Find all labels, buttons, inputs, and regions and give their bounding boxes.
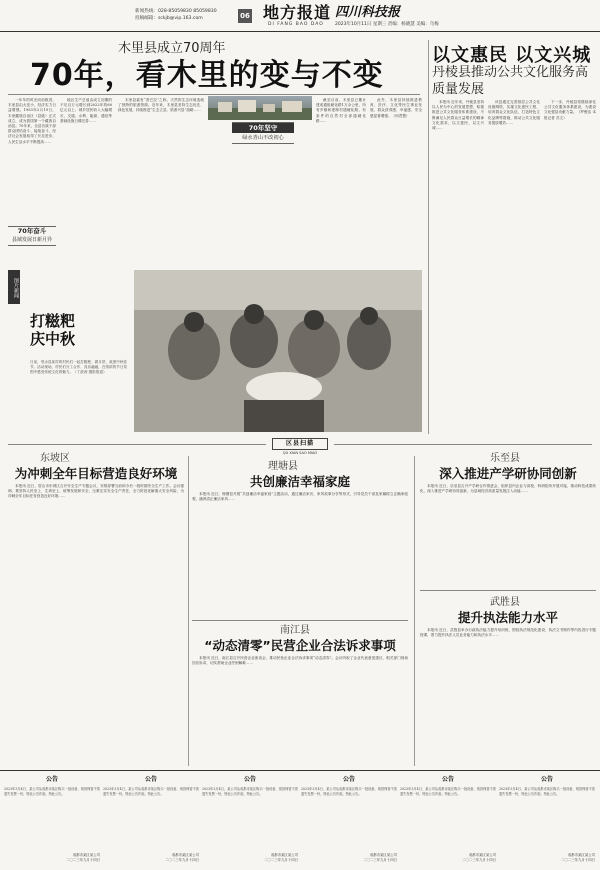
notice-1 [4, 776, 100, 866]
masthead [0, 0, 600, 32]
notice-body: 2023年3月4日，某公司从成都市某区购买一批设备，现因保管不善遗失发票一份，特此公告作废。特此公告。 [202, 787, 298, 796]
notice-3 [202, 776, 298, 866]
paper-logo: 四川科技报 [335, 5, 401, 20]
issue-info: 2023年10月11日 星期三 责编：杨晓慧 美编：乌梅 [335, 22, 439, 27]
body-litang: 本报讯 近日，理塘县开展“共创廉洁幸福家庭”主题活动，通过廉洁家访、家风故事分享等形式，引导党员干部及家属树立正确家庭观，涵养清正廉洁家风…… [192, 492, 408, 502]
notice-4 [301, 776, 397, 866]
title-nanjiang: “动态清零”民营企业合法诉求事项 [204, 638, 396, 653]
notice-footer: 成都市某区某公司 二〇二三年九月十四日 [561, 853, 595, 862]
title-lezhi: 深入推进产学研协同创新 [439, 466, 577, 481]
notice-body: 2023年3月4日，某公司从成都市某区购买一批设备，现因保管不善遗失发票一份，特此公告作废。特此公告。 [103, 787, 199, 796]
lede-subtitle: 木里县成立70周年 [118, 41, 226, 56]
town-photo-illustration [208, 96, 312, 120]
box-70-years-struggle: 70年奋斗 县域发展日新月异 [8, 226, 56, 246]
notice-footer: 成都市某区某公司 二〇二三年九月十四日 [264, 853, 298, 862]
notice-body: 2023年3月4日，某公司从成都市某区购买一批设备，现因保管不善遗失发票一份，特此公告作废。特此公告。 [400, 787, 496, 796]
email: 投稿邮箱：sckjb@vip.163.com [135, 16, 203, 21]
section-title: 地方报道 [263, 3, 332, 22]
lede-title: 70年，看木里的变与不变 [30, 58, 384, 93]
hotline: 新闻热线：028-85059830 85059830 [135, 9, 217, 14]
lede-column-1: 一年年的时光向前推进，木里县由大变小，经济实力日益增强。1953年2月19日，木里藏族自治区（县级）正式成立，成为我国第一个藏族自治县。70年来，全县各族干部群众团结奋斗、接续奋斗，经济社会发展取得了长足进步，人民生活水平不断提高…… [8, 98, 56, 144]
notice-title: 公告 [243, 776, 256, 783]
photo-feature-title: 打糍粑 庆中秋 [30, 312, 76, 348]
lede-column-5: 此外，木里县持续推进教育、医疗、文化等民生事业发展，群众获得感、幸福感、安全感显著增强。（何君慧） [370, 98, 422, 118]
box-70-years-persistence: 70年坚守 绿水青山不改初心 [232, 122, 294, 144]
notice-footer: 成都市某区某公司 二〇二三年九月十四日 [66, 853, 100, 862]
body-dongpo: 本报讯 近日，眉山市东坡区召开安全生产专题会议，安排部署当前和今后一段时期安全生产工作。会议强调，要坚持人民至上、生命至上，统筹发展和安全，压紧压实安全生产责任，全力防范化解重大安全风险，为冲刺全年目标任务营造良好环境…… [8, 484, 184, 499]
divider [420, 590, 596, 591]
divider [428, 40, 429, 434]
notice-title: 公告 [441, 776, 454, 783]
photo-making-ciba [134, 270, 422, 432]
notice-footer: 成都市某区某公司 二〇二三年九月十四日 [363, 853, 397, 862]
notice-2 [103, 776, 199, 866]
photo-feature-caption: 日前，邻水县某村的村民们一起打糍粑、做月饼，欢度中秋佳节。活动现场，村民们分工合作、其乐融融，在浓浓的节日氛围中感受传统文化的魅力。（丁波涛 摄影报道） [30, 360, 128, 374]
notice-title: 公告 [342, 776, 355, 783]
notice-footer: 成都市某区某公司 二〇二三年九月十四日 [165, 853, 199, 862]
region-lezhi: 乐至县 [490, 453, 520, 464]
body-nanjiang: 本报讯 近日，南江县召开民营企业座谈会，推动民营企业合法诉求事项“动态清零”。会议听取了企业代表意见建议，相关部门现场回应诉求，切实帮助企业纾困解难…… [192, 656, 408, 666]
feature-column-2: 该县通过完善基层公共文化设施网络，实施文化惠民工程，培育群众文化队伍，打造特色文化品牌等措施，推动公共文化服务提质增效…… [488, 100, 540, 125]
region-nanjiang: 南江县 [280, 625, 310, 636]
notice-body: 2023年3月4日，某公司从成都市某区购买一批设备，现因保管不善遗失发票一份，特此公告作废。特此公告。 [301, 787, 397, 796]
notice-title: 公告 [45, 776, 58, 783]
section-pinyin: DI FANG BAO DAO [268, 22, 324, 27]
lede-photo [208, 96, 312, 120]
region-litang: 理塘县 [268, 461, 298, 472]
band-label: 区县扫描 [272, 438, 328, 450]
masthead-contact [135, 8, 217, 22]
divider [8, 444, 266, 445]
divider [188, 456, 189, 766]
feature-title: 以文惠民 以文兴城 [432, 45, 592, 66]
feature-subtitle: 丹棱县推动公共文化服务高质量发展 [432, 65, 589, 97]
title-dongpo: 为冲刺全年目标营造良好环境 [14, 466, 178, 481]
divider [414, 456, 415, 766]
notice-5 [400, 776, 496, 866]
region-wusheng: 武胜县 [490, 597, 520, 608]
notice-body: 2023年3月4日，某公司从成都市某区购买一批设备，现因保管不善遗失发票一份，特此公告作废。特此公告。 [4, 787, 100, 796]
feature-column-3: 下一步，丹棱县将继续深化公共文化服务体系建设，为建设文化强县贡献力量。（罗俊洁 本报记者 苏文） [544, 100, 596, 120]
notice-title: 公告 [540, 776, 553, 783]
region-dongpo: 东坡区 [40, 453, 70, 464]
divider [8, 94, 420, 95]
lede-column-3: 木里县素有“香巴拉”之称，天然的生态环境造就了独特的旅游资源。近年来，木里县坚持生态优先、绿色发展，持续推进“生态立县、旅游兴县”战略…… [118, 98, 204, 113]
title-litang: 共创廉洁幸福家庭 [249, 474, 350, 489]
band-pinyin: QU XIAN SAO MIAO [282, 451, 318, 455]
villagers-making-ciba-illustration [134, 270, 422, 432]
lede-column-2: 地区生产总值由成立初期的不足百万元增长到2022年的60亿元以上；城乡居民收入大幅增长，交通、水利、能源、通信等基础设施日臻完善…… [60, 98, 112, 123]
notice-body: 2023年3月4日，某公司从成都市某区购买一批设备，现因保管不善遗失发票一份，特此公告作废。特此公告。 [499, 787, 595, 796]
divider [192, 620, 408, 621]
notice-6 [499, 776, 595, 866]
feature-column-1: 本报讯 近年来，丹棱县坚持以人民为中心的发展思想，积极推进公共文化服务体系建设，不断满足人民群众日益增长的精神文化需求，以文惠民、以文兴城…… [432, 100, 484, 131]
divider [334, 444, 592, 445]
page-number: 06 [238, 9, 252, 23]
lede-column-4: 截至目前，木里县已累计建成通组硬化路1万余公里，所有乡镇和建制村通硬化路，有条件的自然村全部通硬化路…… [316, 98, 366, 123]
picture-news-badge: 图片新闻 [8, 270, 20, 304]
title-wusheng: 提升执法能力水平 [457, 610, 558, 625]
body-lezhi: 本报讯 近日，乐至县召开产学研合作推进会，组织县内企业与高校、科研院所开展对接，推动科技成果转化，深入推进产学研协同创新，为县域经济高质量发展注入动能…… [420, 484, 596, 494]
notice-title: 公告 [144, 776, 157, 783]
notice-footer: 成都市某区某公司 二〇二三年九月十四日 [462, 853, 496, 862]
body-wusheng: 本报讯 近日，武胜县举办行政执法能力提升培训班，围绕执法规范化建设、执法文书制作等内容进行专题授课，着力提升执法人员业务能力和执法水平…… [420, 628, 596, 638]
